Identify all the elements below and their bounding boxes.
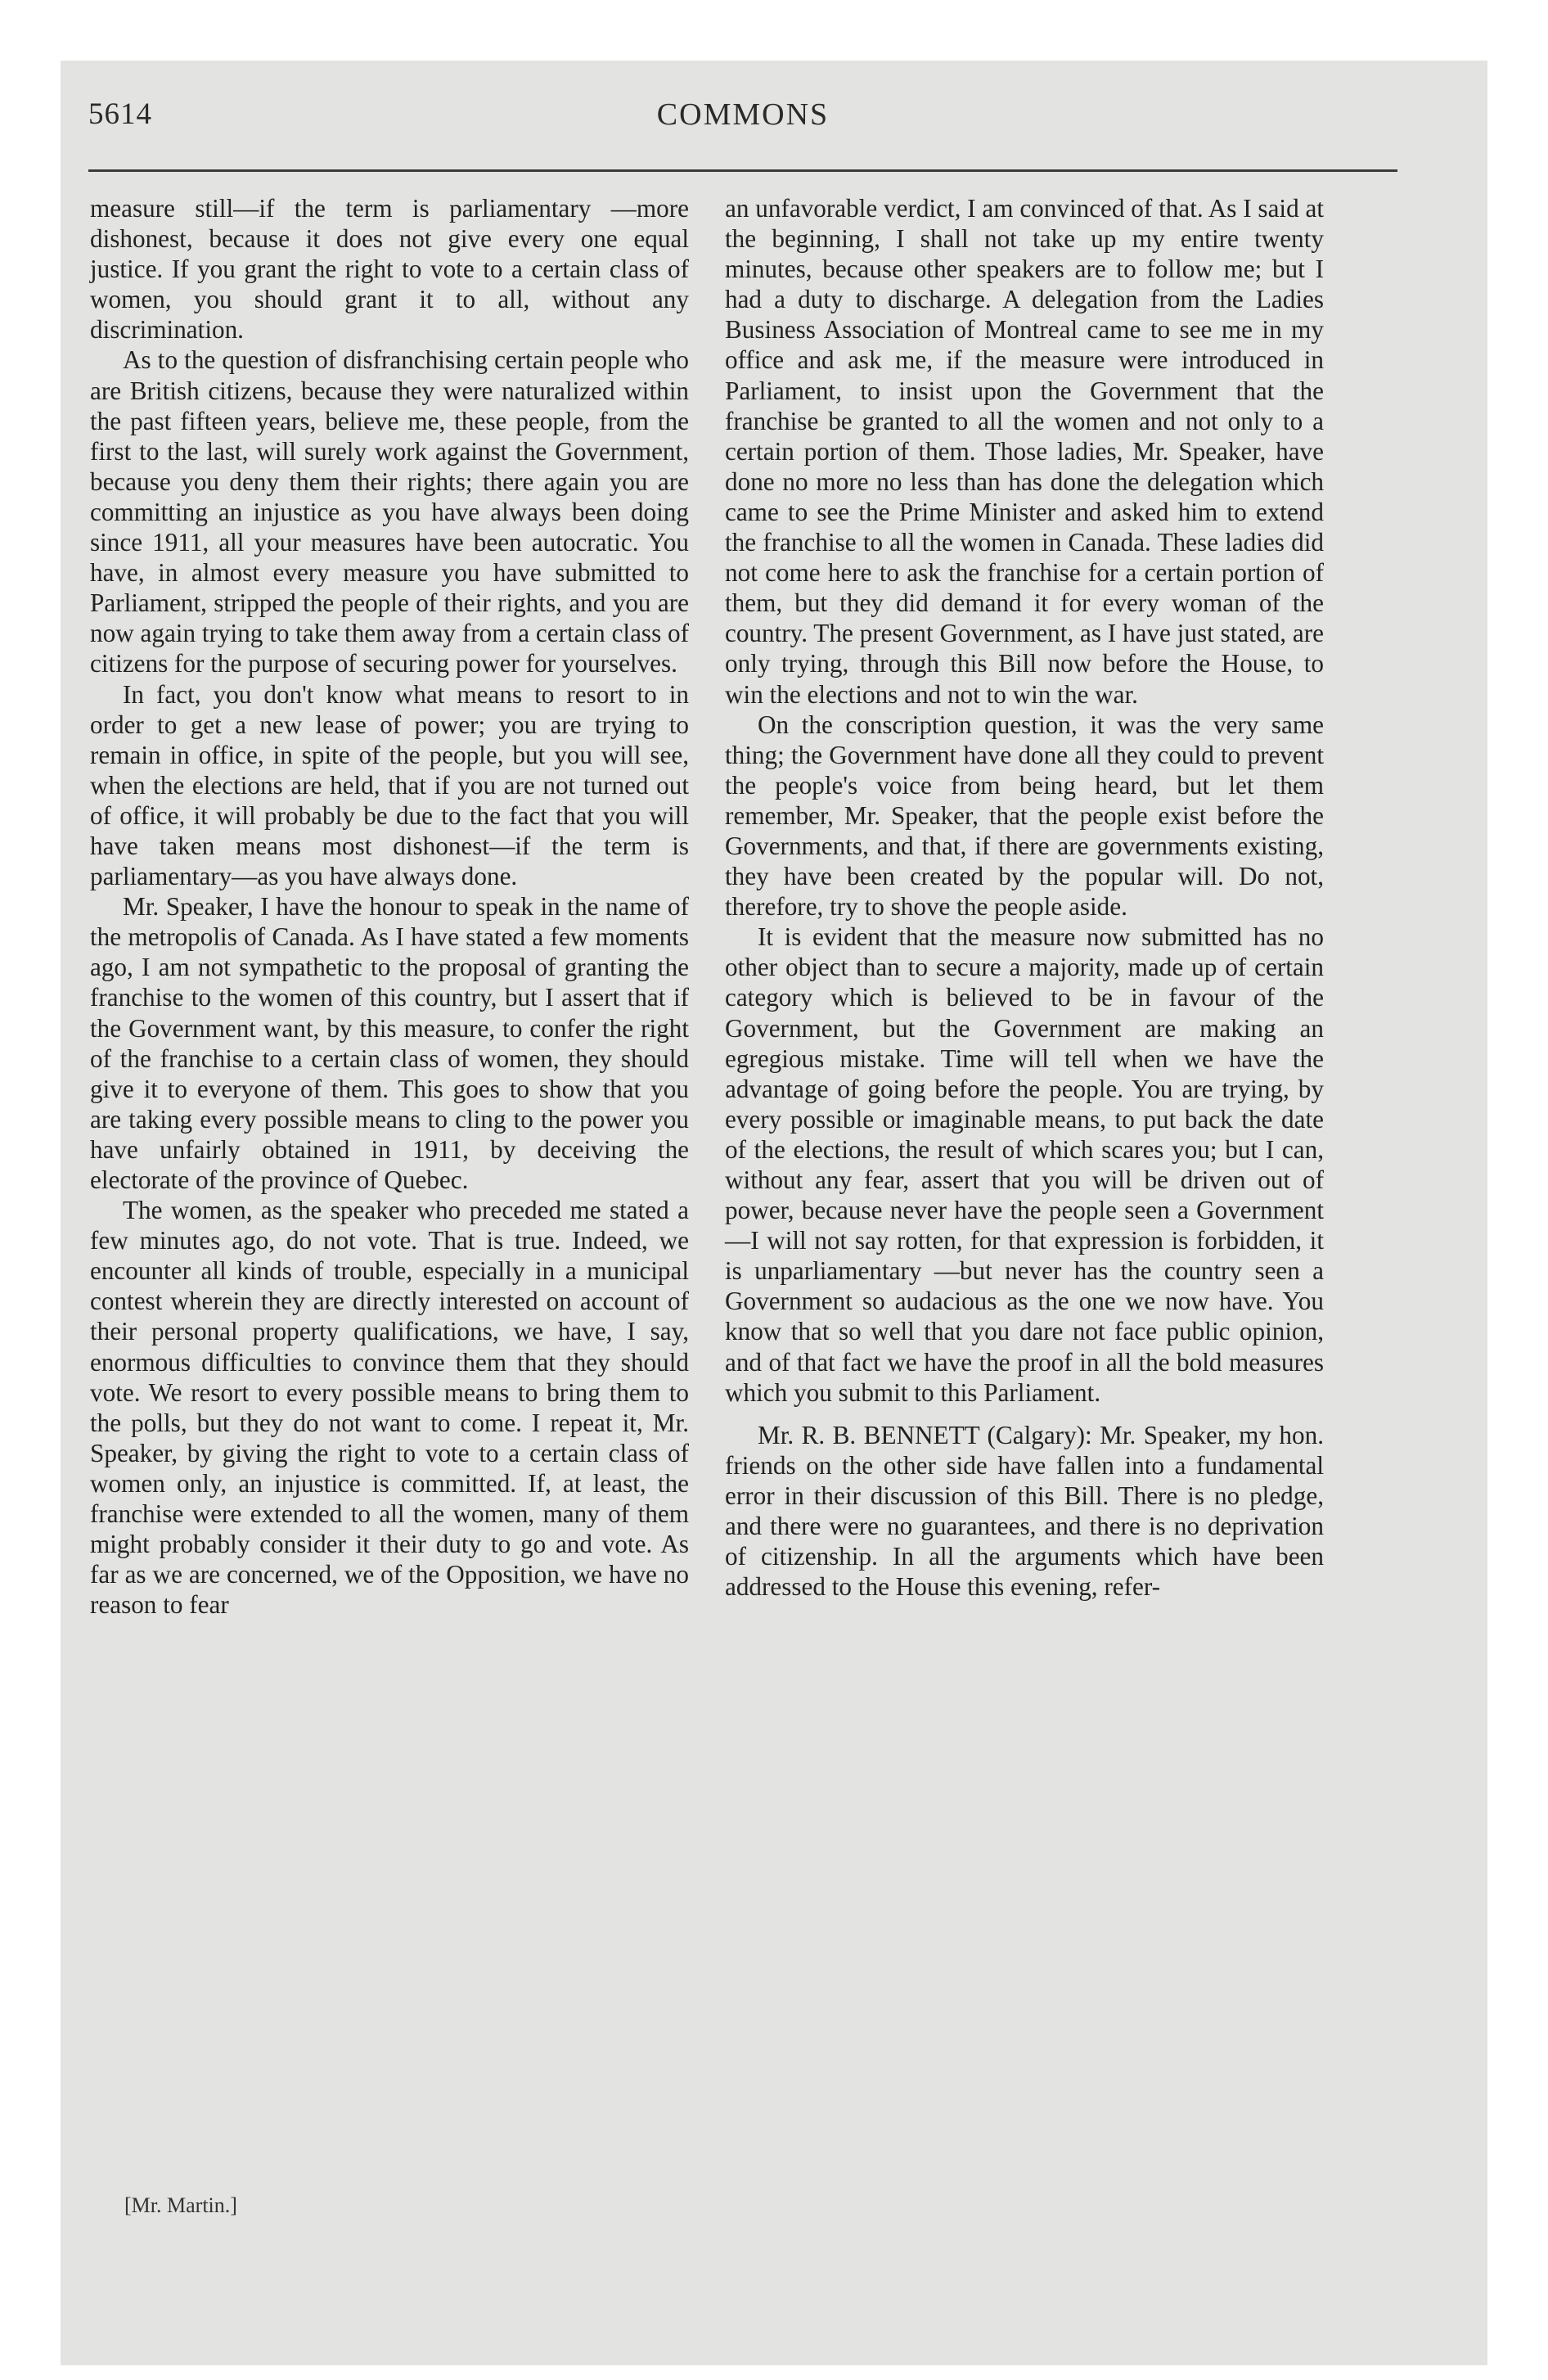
paragraph: Mr. R. B. BENNETT (Calgary): Mr. Speaker, my hon. friends on the other side have fallen into a fundamental error in their discussion of this Bill. There is no pledge, and there were no guarantees, and there is no deprivation of citizenship. In all the arguments which have been addressed to the House this evening, refer- — [725, 1420, 1324, 1602]
left-column — [90, 193, 689, 1620]
speaker-tag: [Mr. Martin.] — [124, 2193, 237, 2217]
page-number: 5614 — [88, 97, 152, 131]
paragraph: It is evident that the measure now submitted has no other object than to secure a majority, made up of certain category which is believed to be in favour of the Government, but the Government are making an egregious mistake. Time will tell when we have the advantage of going before the people. You are trying, by every possible or imaginable means, to put back the date of the elections, the result of which scares you; but I can, without any fear, assert that you will be driven out of power, because never have the people seen a Government—I will not say rotten, for that expression is forbidden, it is unparliamentary —but never has the country seen a Government so audacious as the one we now have. You know that so well that you dare not face public opinion, and of that fact we have the proof in all the bold measures which you submit to this Parliament. — [725, 922, 1324, 1407]
paragraph: measure still—if the term is parliamentary —more dishonest, because it does not give every one equal justice. If you grant the right to vote to a certain class of women, you should grant it to all, without any discrimination. — [90, 194, 689, 345]
paragraph: The women, as the speaker who preceded me stated a few minutes ago, do not vote. That is true. Indeed, we encounter all kinds of trouble, especially in a municipal contest wherein they are directly interested on account of their personal property qualifications, we have, I say, enormous difficulties to convince them that they should vote. We resort to every possible means to bring them to the polls, but they do not want to come. I repeat it, Mr. Speaker, by giving the right to vote to a certain class of women only, an injustice is committed. If, at least, the franchise were extended to all the women, many of them might probably consider it their duty to go and vote. As far as we are concerned, we of the Opposition, we have no reason to fear — [90, 1196, 689, 1620]
paragraph: On the conscription question, it was the very same thing; the Government have done all they could to prevent the people's voice from being heard, but let them remember, Mr. Speaker, that the people exist before the Governments, and that, if there are governments existing, they have been created by the popular will. Do not, therefore, try to shove the people aside. — [725, 710, 1324, 922]
page-header — [88, 97, 1397, 154]
paragraph: In fact, you don't know what means to resort to in order to get a new lease of power; you are trying to remain in office, in spite of the people, but you will see, when the elections are held, that if you are not turned out of office, it will probably be due to the fact that you will have taken means most dishonest—if the term is parliamentary—as you have always done. — [90, 679, 689, 891]
running-head: COMMONS — [656, 97, 830, 132]
right-column — [725, 193, 1324, 1602]
paragraph: Mr. Speaker, I have the honour to speak in the name of the metropolis of Canada. As I have stated a few moments ago, I am not sympathetic to the proposal of granting the franchise to the women of this country, but I assert that if the Government want, by this measure, to confer the right of the franchise to a certain class of women, they should give it to everyone of them. This goes to show that you are taking every possible means to cling to the power you have unfairly obtained in 1911, by deceiving the electorate of the province of Quebec. — [90, 892, 689, 1194]
header-rule — [88, 169, 1397, 172]
paragraph: an unfavorable verdict, I am convinced of that. As I said at the beginning, I shall not take up my entire twenty minutes, because other speakers are to follow me; but I had a duty to discharge. A delegation from the Ladies Business Association of Montreal came to see me in my office and ask me, if the measure were introduced in Parliament, to insist upon the Government that the franchise be granted to all the women and not only to a certain portion of them. Those ladies, Mr. Speaker, have done no more no less than has done the delegation which came to see the Prime Minister and asked him to extend the franchise to all the women in Canada. These ladies did not come here to ask the franchise for a certain portion of them, but they did demand it for every woman of the country. The present Government, as I have just stated, are only trying, through this Bill now before the House, to win the elections and not to win the war. — [725, 194, 1324, 709]
paragraph: As to the question of disfranchising certain people who are British citizens, because they were naturalized within the past fifteen years, believe me, these people, from the first to the last, will surely work against the Government, because you deny them their rights; there again you are committing an injustice as you have always been doing since 1911, all your measures have been autocratic. You have, in almost every measure you have submitted to Parliament, stripped the people of their rights, and you are now again trying to take them away from a certain class of citizens for the purpose of securing power for yourselves. — [90, 345, 689, 678]
